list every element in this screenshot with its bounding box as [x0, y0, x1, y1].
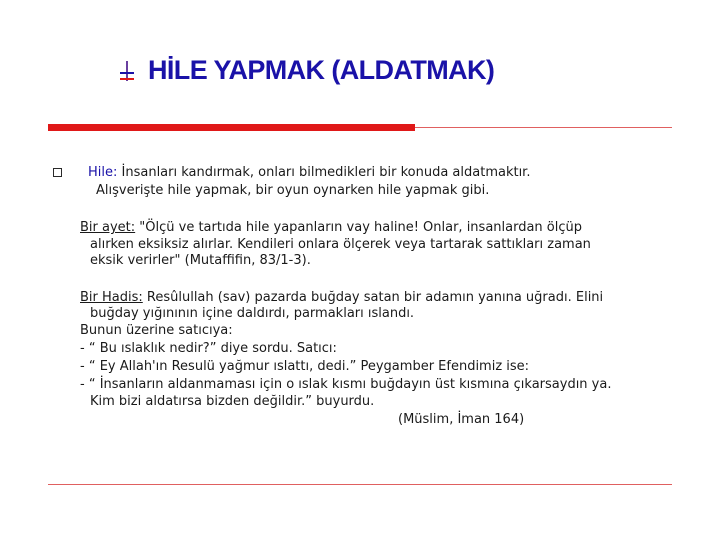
bottom-divider — [48, 484, 672, 485]
ayet-line-1 — [80, 220, 582, 236]
definition-term: Hile: — [88, 165, 118, 180]
page-title: HİLE YAPMAK (ALDATMAK) — [148, 55, 495, 85]
hadis-line-1 — [80, 290, 603, 306]
hadis-line-2: buğday yığınının içine daldırdı, parmakları ıslandı. — [90, 306, 415, 321]
hadis-line-4: - “ Bu ıslaklık nedir?” diye sordu. Satıcı: — [80, 341, 337, 356]
ayet-text-1: "Ölçü ve tartıda hile yapanların vay haline! Onlar, insanlardan ölçüp — [135, 220, 583, 235]
ayet-label: Bir ayet: — [80, 220, 136, 235]
top-accent-bar — [48, 124, 415, 131]
hadis-line-5: - “ Ey Allah'ın Resulü yağmur ıslattı, dedi.” Peygamber Efendimiz ise: — [80, 359, 530, 374]
definition-line — [88, 165, 530, 181]
hadis-text-1: Resûlullah (sav) pazarda buğday satan bir adamın yanına uğradı. Elini — [142, 290, 604, 305]
example-line: Alışverişte hile yapmak, bir oyun oynarken hile yapmak gibi. — [96, 183, 490, 198]
hadis-line-3: Bunun üzerine satıcıya: — [80, 323, 233, 338]
ayet-line-3: eksik verirler" (Mutaffifin, 83/1-3). — [90, 253, 311, 268]
square-bullet-icon — [53, 168, 62, 177]
hadis-line-7: Kim bizi aldatırsa bizden değildir.” buyurdu. — [90, 394, 375, 409]
pencil-bullet-icon — [118, 61, 136, 83]
definition-text: İnsanları kandırmak, onları bilmedikleri bir konuda aldatmaktır. — [117, 165, 531, 180]
ayet-line-2: alırken eksiksiz alırlar. Kendileri onlara ölçerek veya tartarak sattıkları zaman — [90, 237, 591, 252]
hadis-label: Bir Hadis: — [80, 290, 143, 305]
hadis-source: (Müslim, İman 164) — [398, 412, 525, 427]
hadis-line-6: - “ İnsanların aldanmaması için o ıslak kısmı buğdayın üst kısmına çıkarsaydın ya. — [80, 377, 612, 392]
